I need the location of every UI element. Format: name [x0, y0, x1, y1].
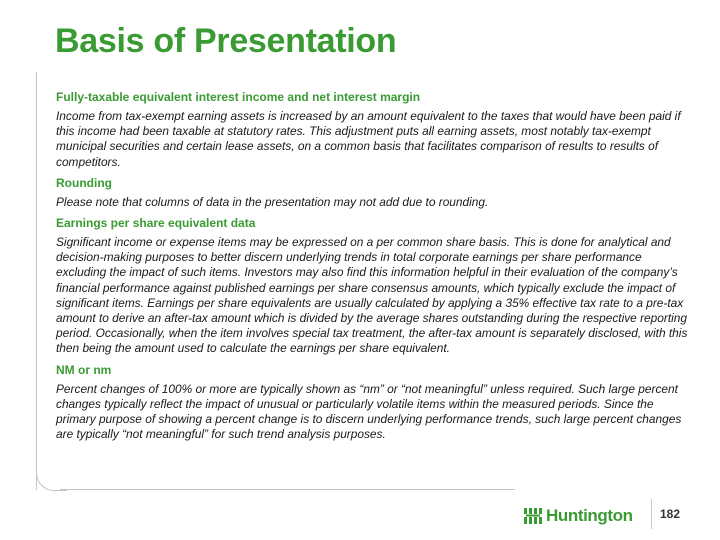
page-number-divider	[651, 499, 652, 529]
border-corner-curve	[36, 470, 67, 491]
slide-title: Basis of Presentation	[55, 22, 397, 60]
page-number: 182	[660, 507, 681, 521]
section-heading-fte: Fully-taxable equivalent interest income and net interest margin	[56, 90, 421, 104]
left-border-line	[36, 72, 37, 490]
bottom-border-line	[60, 489, 515, 490]
section-body-nm: Percent changes of 100% or more are typically shown as “nm” or “not meaningful” unless required. Such large percent changes typically reflect the impact of unusual or particularly volatile items within the measured periods. Since the primary purpose of showing a percent change is to discern underlying performance trends, such large percent changes are typically “not meaningful” for such trend analysis purposes.	[56, 381, 682, 442]
section-heading-eps: Earnings per share equivalent data	[56, 216, 256, 231]
logo-wordmark: Huntington	[546, 506, 633, 525]
content-area	[56, 90, 692, 442]
section-heading-nm: NM or nm	[56, 362, 112, 377]
section-body-eps: Significant income or expense items may be expressed on a per common share basis. This is done for analytical and decision-making purposes to better discern underlying trends in total corporate earnings per share performance excluding the impact of such items. Investors may also find this information helpful in their evaluation of the company’s financial performance against published earnings per share consensus amounts, which typically exclude the impact of significant items. Earnings per share equivalents are usually calculated by applying a 35% effective tax rate to a pre-tax amount to derive an after-tax amount which is divided by the average shares outstanding during the respective reporting period. Occasionally, when the item involves special tax treatment, the after-tax amount is separately disclosed, with this then being the amount used to calculate the earnings per share equivalent.	[56, 235, 688, 356]
section-heading-rounding: Rounding	[56, 175, 112, 190]
section-body-fte: Income from tax-exempt earning assets is increased by an amount equivalent to the taxes that would have been paid if this income had been taxable at statutory rates. This adjustment puts all earning assets, most notably tax-exempt municipal securities and certain lease assets, on a common basis that facilitates comparison of results to results of competitors.	[56, 109, 681, 169]
section-body-rounding: Please note that columns of data in the presentation may not add due to rounding.	[56, 194, 489, 209]
huntington-logo	[524, 505, 633, 527]
huntington-logo-icon	[524, 507, 542, 525]
